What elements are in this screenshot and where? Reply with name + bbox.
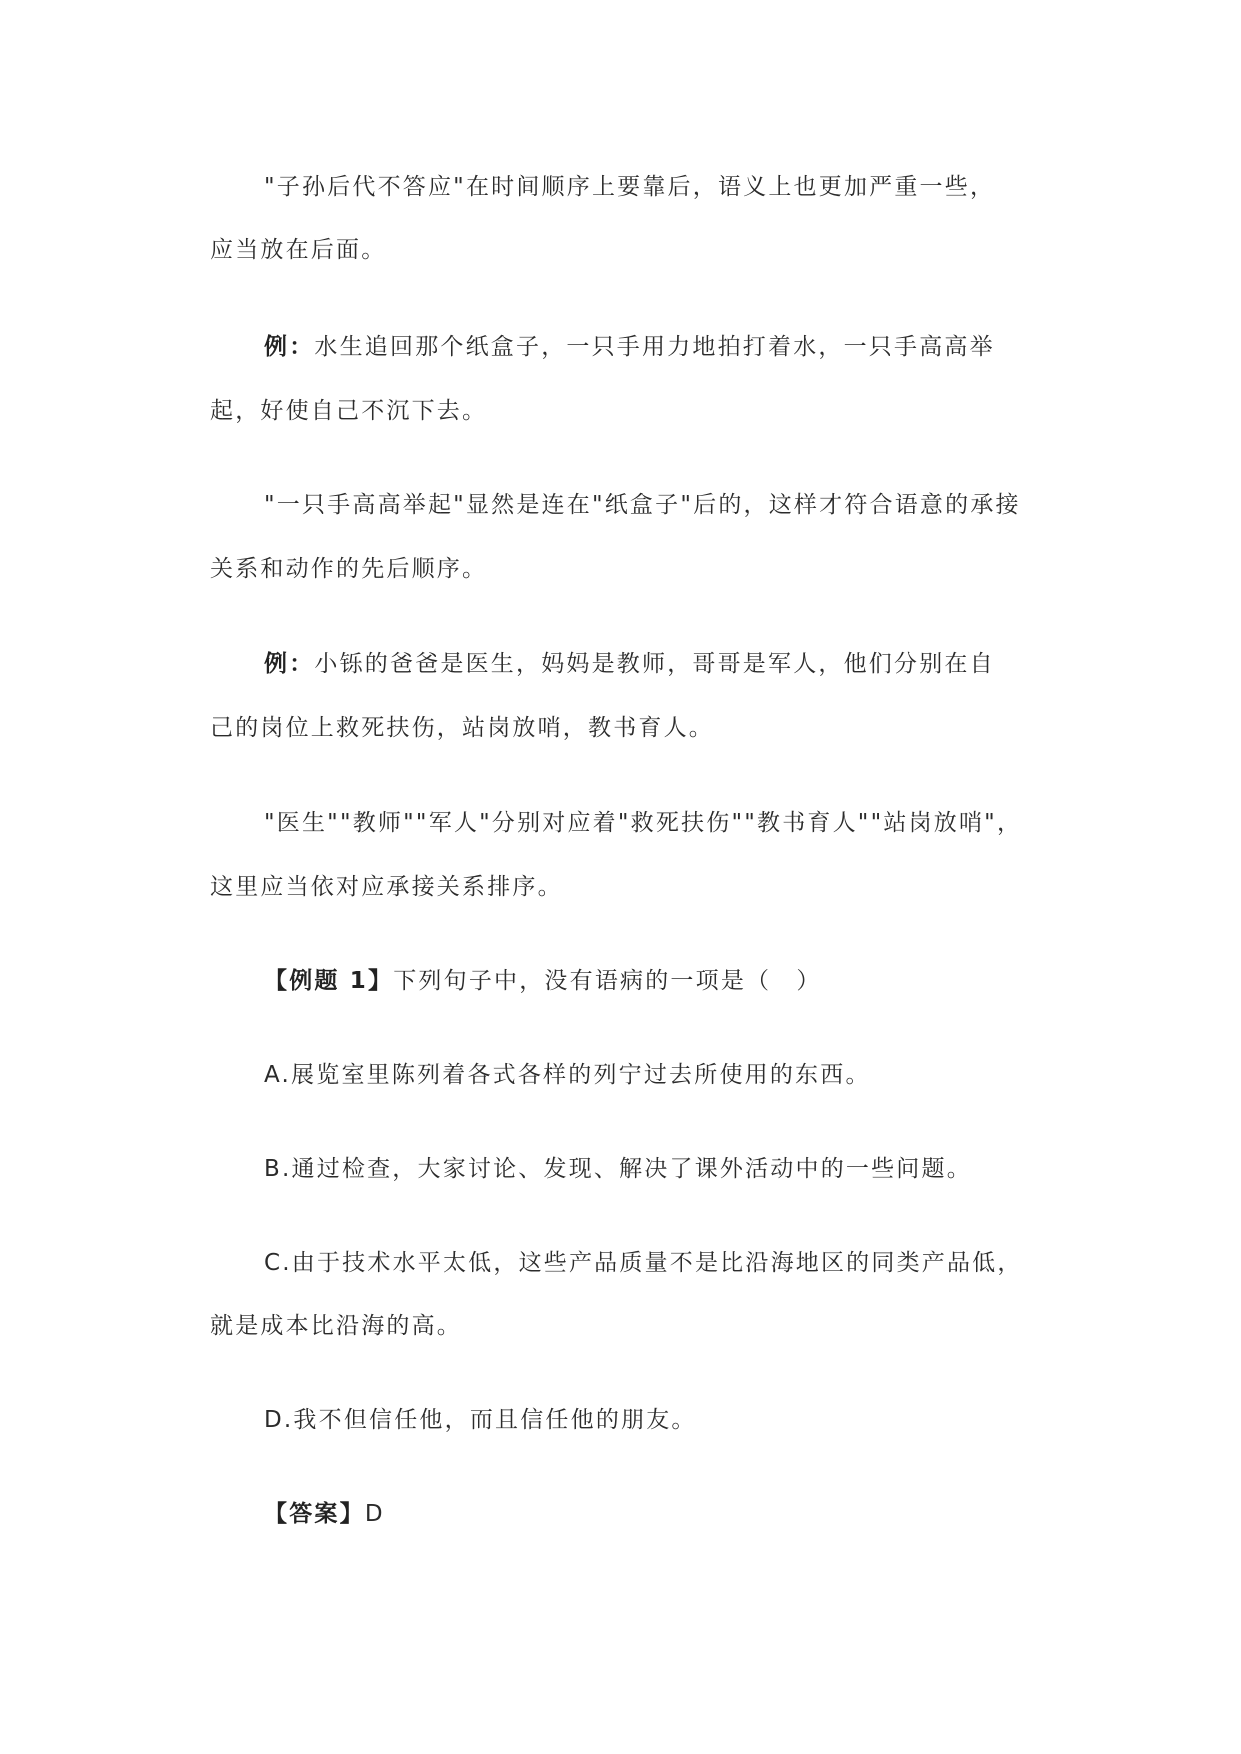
option-c-line-2 bbox=[210, 1311, 462, 1341]
paragraph-4-text: 小铄的爸爸是医生，妈妈是教师，哥哥是军人，他们分别在自 bbox=[314, 651, 995, 677]
option-c-line-1 bbox=[264, 1248, 1023, 1278]
paragraph-4-line-2 bbox=[210, 713, 714, 743]
answer-line bbox=[264, 1499, 385, 1529]
example-label: 例： bbox=[264, 334, 315, 360]
paragraph-5-continuation: 这里应当依对应承接关系排序。 bbox=[210, 874, 563, 900]
paragraph-1-continuation: 应当放在后面。 bbox=[210, 237, 387, 263]
paragraph-3-line-2 bbox=[210, 554, 487, 584]
option-b-text: B.通过检查，大家讨论、发现、解决了课外活动中的一些问题。 bbox=[264, 1156, 972, 1182]
option-a bbox=[264, 1060, 871, 1090]
answer-value: D bbox=[364, 1501, 385, 1527]
paragraph-2-text: 水生追回那个纸盒子，一只手用力地拍打着水，一只手高高举 bbox=[314, 334, 995, 360]
answer-label: 【答案】 bbox=[264, 1501, 365, 1527]
option-d-text: D.我不但信任他，而且信任他的朋友。 bbox=[264, 1407, 697, 1433]
question-stem: 下列句子中，没有语病的一项是（ ） bbox=[393, 968, 822, 994]
example-label: 例： bbox=[264, 651, 315, 677]
question-label: 【例题 1】 bbox=[264, 968, 394, 994]
paragraph-5-text: "医生""教师""军人"分别对应着"救死扶伤""教书育人""站岗放哨"， bbox=[264, 810, 1023, 836]
paragraph-1-text: "子孙后代不答应"在时间顺序上要靠后，语义上也更加严重一些， bbox=[264, 174, 996, 200]
option-d bbox=[264, 1405, 697, 1435]
paragraph-3-continuation: 关系和动作的先后顺序。 bbox=[210, 556, 488, 582]
paragraph-5-line-2 bbox=[210, 872, 563, 902]
paragraph-4-continuation: 己的岗位上救死扶伤，站岗放哨，教书育人。 bbox=[210, 715, 714, 741]
option-c-text: C.由于技术水平太低，这些产品质量不是比沿海地区的同类产品低， bbox=[264, 1250, 1023, 1276]
paragraph-3-text: "一只手高高举起"显然是连在"纸盒子"后的，这样才符合语意的承接 bbox=[264, 492, 1021, 518]
paragraph-5-line-1 bbox=[264, 808, 1022, 838]
paragraph-4-line-1 bbox=[264, 649, 995, 679]
paragraph-1-line-1 bbox=[264, 172, 995, 202]
paragraph-3-line-1 bbox=[264, 490, 1021, 520]
paragraph-2-continuation: 起，好使自己不沉下去。 bbox=[210, 398, 488, 424]
option-b bbox=[264, 1154, 972, 1184]
question-stem-line bbox=[264, 966, 822, 996]
paragraph-2-line-1 bbox=[264, 332, 995, 362]
paragraph-2-line-2 bbox=[210, 396, 487, 426]
paragraph-1-line-2 bbox=[210, 235, 386, 265]
option-c-continuation: 就是成本比沿海的高。 bbox=[210, 1313, 462, 1339]
option-a-text: A.展览室里陈列着各式各样的列宁过去所使用的东西。 bbox=[264, 1062, 871, 1088]
